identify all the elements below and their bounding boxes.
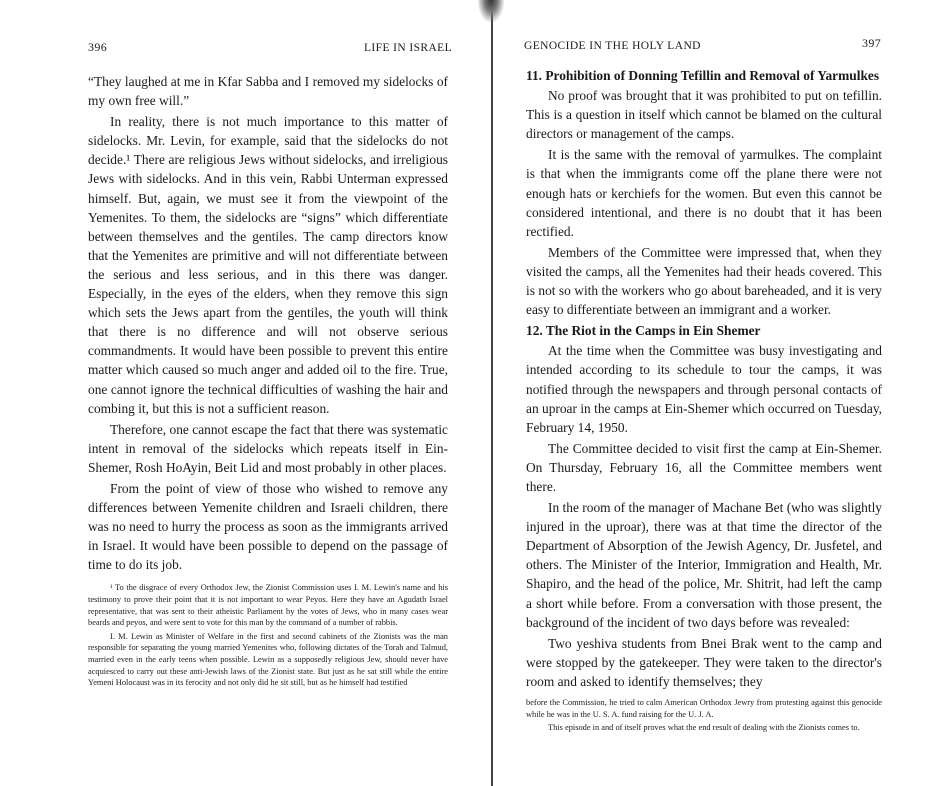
left-footnotes — [88, 582, 448, 688]
book-spine — [491, 0, 493, 786]
footnote: ¹ To the disgrace of every Orthodox Jew, the Zionist Commission uses I. M. Lewin's name and his testimony to prove their point that it is not important to wear Peyos. Here they have an Agudath Israel representative, that was sent to their atheistic Parliament by the votes of Jews, who in many cases wear beards and peyos, and were sent to vote for this man by the command of a number of rabbis. — [88, 583, 448, 628]
right-text-column — [526, 64, 882, 736]
paragraph: No proof was brought that it was prohibited to put on tefillin. This is a question in itself which cannot be blamed on the cultural directors or management of the camps. — [526, 88, 882, 142]
right-page-number: 397 — [862, 36, 882, 50]
right-page — [494, 0, 950, 786]
section-heading: 12. The Riot in the Camps in Ein Shemer — [526, 323, 761, 339]
paragraph: In the room of the manager of Machane Bet (who was slightly injured in the uproar), there was at that time the director of the Department of Absorption of the Jewish Agency, Dr. Jusfetel, and others. The Minister of the Interior, Immigration and Health, Mr. Shapiro, and the head of the police, Mr. Shitrit, had left the camp a short while before. From a conversation with those present, the background of the incident of two days before was revealed: — [526, 500, 882, 630]
right-footnotes — [526, 697, 882, 734]
paragraph: Therefore, one cannot escape the fact that there was systematic intent in removal of the sidelocks which repeats itself in Ein-Shemer, Rosh HoAyin, Beit Lid and most probably in other places. — [88, 421, 448, 475]
section-heading: 11. Prohibition of Donning Tefillin and Removal of Yarmulkes — [526, 68, 880, 83]
paragraph: The Committee decided to visit first the camp at Ein-Shemer. On Thursday, February 16, all the Committee members went there. — [526, 440, 882, 494]
paragraph: “They laughed at me in Kfar Sabba and I removed my sidelocks of my own free will.” — [88, 74, 448, 109]
right-running-head: GENOCIDE IN THE HOLY LAND — [524, 40, 701, 52]
left-page-number: 396 — [88, 40, 108, 54]
paragraph: From the point of view of those who wished to remove any differences between Yemenite children and Israeli children, there was no need to hurry the process as soon as the immigrants arrived in Israel. It would have been possible to depend on the passage of time to do its job. — [88, 480, 448, 573]
paragraph: At the time when the Committee was busy investigating and intended according to its schedule to tour the camps, it was notified through the newspapers and through personal contacts of an uproar in the camps at Ein-Shemer which occurred on Tuesday, February 14, 1950. — [526, 343, 882, 435]
paragraph: In reality, there is not much importance to this matter of sidelocks. Mr. Levin, for example, said that the sidelocks do not decide.¹ There are religious Jews without sidelocks, and irreligious Jews with sidelocks. And in this vein, Rabbi Unterman expressed himself. But, again, we must see it from the viewpoint of the Yemenites. To them, the sidelocks are “signs” which differentiate between themselves and the gentiles. The camp directors know that the Yemenites are primitive and will not differentiate between the serious and less serious, and in this there was danger. Especially, in the eyes of the elders, when they remove this sign which sets the Jews apart from the gentiles, the youth will think that there is no difference and will not observe serious commandments. It would have been possible to prevent this entire matter which caused so much anger and added oil to the fire. True, one cannot ignore the technical difficulties of washing the hair and combing it, but this is not a sufficient reason. — [88, 114, 448, 416]
left-running-head: LIFE IN ISRAEL — [364, 42, 453, 54]
paragraph: It is the same with the removal of yarmulkes. The complaint is that when the immigrants come off the plane there were not enough hats or kerchiefs for the women. But even this cannot be considered intentional, and there is no doubt that it has been rectified. — [526, 147, 882, 239]
paragraph: Members of the Committee were impressed that, when they visited the camps, all the Yemenites had their heads covered. This is not so with the workers who go about bareheaded, and it is very easy to differentiate between an immigrant and a worker. — [526, 244, 882, 318]
paragraph: Two yeshiva students from Bnei Brak went to the camp and were stopped by the gatekeeper. They were taken to the director's room and asked to identify themselves; they — [526, 635, 882, 689]
footnote: I. M. Lewin as Minister of Welfare in the first and second cabinets of the Zionists was the man responsible for separating the young married Yemenites who, following dictates of the Torah and Talmud, married even in the early teens when possible. Lewin as a supposedly religious Jew, should never have acquiesced to carry out these anti-Jewish laws of the Zionist state. But just as he sat still while the entire Yemeni Holocaust was in its ferocity and not only did he sit still, but as he himself had testified — [88, 631, 448, 688]
footnote: This episode in and of itself proves what the end result of dealing with the Zionists comes to. — [548, 723, 860, 733]
left-text-column — [88, 72, 448, 691]
footnote: before the Commission, he tried to calm American Orthodox Jewry from protesting against this genocide while he was in the U. S. A. fund raising for the U. J. A. — [526, 698, 882, 719]
